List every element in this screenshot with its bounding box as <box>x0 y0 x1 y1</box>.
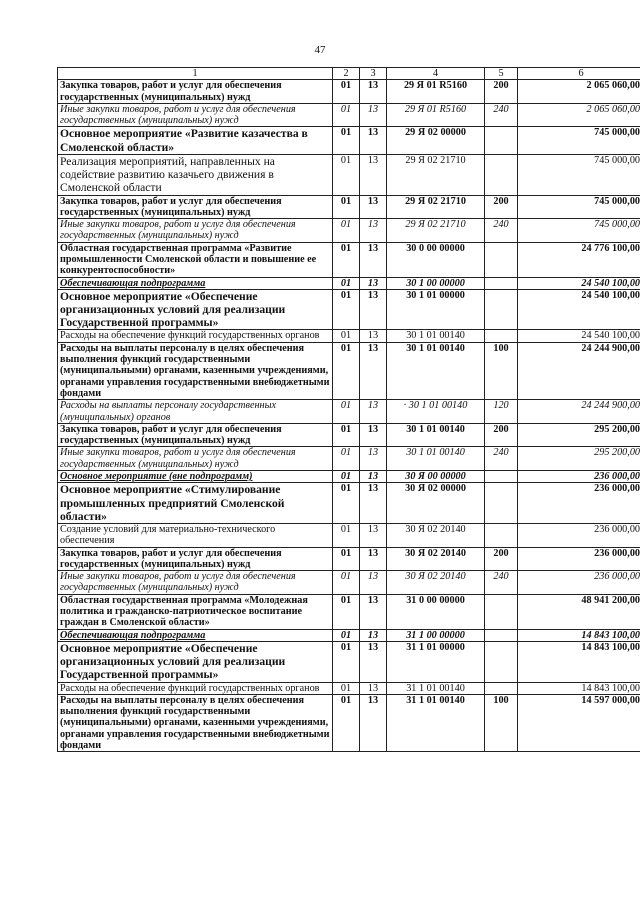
cell-c6: 14 843 100,00 <box>518 629 640 641</box>
cell-c5 <box>485 154 518 195</box>
cell-name: Иные закупки товаров, работ и услуг для обеспечения государственных (муниципальных) нужд <box>58 447 333 471</box>
table-row <box>58 80 640 104</box>
cell-name: Иные закупки товаров, работ и услуг для обеспечения государственных (муниципальных) нужд <box>58 219 333 243</box>
cell-c5: 200 <box>485 423 518 447</box>
cell-c2: 01 <box>333 154 360 195</box>
cell-c4: 31 1 01 00140 <box>387 682 485 694</box>
cell-name: Расходы на выплаты персоналу в целях обеспечения выполнения функций государственными (муниципальными) органами, казенными учреждениями, органами управления государственными внебюджетными фондами <box>58 342 333 399</box>
cell-c2: 01 <box>333 219 360 243</box>
cell-c5 <box>485 277 518 289</box>
cell-c3: 13 <box>360 219 387 243</box>
cell-name: Основное мероприятие «Развитие казачества в Смоленской области» <box>58 127 333 154</box>
cell-c3: 13 <box>360 154 387 195</box>
table-row <box>58 594 640 629</box>
cell-c4: 30 Я 02 20140 <box>387 571 485 595</box>
cell-c2: 01 <box>333 523 360 547</box>
cell-name: Областная государственная программа «Развитие промышленности Смоленской области и повышение ее конкурентоспособности» <box>58 242 333 277</box>
header-row <box>58 68 640 80</box>
cell-c5 <box>485 127 518 154</box>
cell-c4: 30 1 01 00140 <box>387 447 485 471</box>
cell-name: Создание условий для материально-технического обеспечения <box>58 523 333 547</box>
cell-c4: · 30 1 01 00140 <box>387 400 485 424</box>
cell-c3: 13 <box>360 400 387 424</box>
cell-c6: 24 540 100,00 <box>518 277 640 289</box>
table-row <box>58 277 640 289</box>
cell-c6: 2 065 060,00 <box>518 80 640 104</box>
cell-c2: 01 <box>333 103 360 127</box>
cell-c6: 745 000,00 <box>518 195 640 219</box>
cell-c5: 100 <box>485 694 518 751</box>
cell-c5 <box>485 523 518 547</box>
header-cell: 6 <box>518 68 640 80</box>
table-row <box>58 103 640 127</box>
cell-name: Расходы на обеспечение функций государственных органов <box>58 330 333 342</box>
cell-c5: 100 <box>485 342 518 399</box>
cell-c3: 13 <box>360 330 387 342</box>
header-cell: 4 <box>387 68 485 80</box>
cell-name: Основное мероприятие (вне подпрограмм) <box>58 471 333 483</box>
cell-name: Закупка товаров, работ и услуг для обеспечения государственных (муниципальных) нужд <box>58 547 333 571</box>
cell-c6: 2 065 060,00 <box>518 103 640 127</box>
cell-c2: 01 <box>333 547 360 571</box>
header-cell: 1 <box>58 68 333 80</box>
cell-c3: 13 <box>360 423 387 447</box>
table-body <box>58 80 640 752</box>
cell-c5 <box>485 330 518 342</box>
table-row <box>58 547 640 571</box>
cell-name: Основное мероприятие «Обеспечение организационных условий для реализации Государственной программы» <box>58 641 333 682</box>
cell-c3: 13 <box>360 277 387 289</box>
table-row <box>58 242 640 277</box>
budget-table <box>57 67 640 752</box>
cell-c2: 01 <box>333 483 360 524</box>
cell-name: Основное мероприятие «Стимулирование промышленных предприятий Смоленской области» <box>58 483 333 524</box>
cell-c4: 31 0 00 00000 <box>387 594 485 629</box>
table-row <box>58 471 640 483</box>
cell-c3: 13 <box>360 594 387 629</box>
cell-c5: 200 <box>485 195 518 219</box>
cell-c5: 200 <box>485 547 518 571</box>
cell-c3: 13 <box>360 629 387 641</box>
cell-c2: 01 <box>333 330 360 342</box>
cell-c6: 14 843 100,00 <box>518 641 640 682</box>
cell-c5 <box>485 483 518 524</box>
cell-name: Закупка товаров, работ и услуг для обеспечения государственных (муниципальных) нужд <box>58 80 333 104</box>
header-cell: 5 <box>485 68 518 80</box>
cell-c2: 01 <box>333 694 360 751</box>
cell-c5 <box>485 594 518 629</box>
cell-c3: 13 <box>360 641 387 682</box>
cell-c2: 01 <box>333 641 360 682</box>
header-cell: 2 <box>333 68 360 80</box>
cell-c5 <box>485 289 518 330</box>
cell-c6: 745 000,00 <box>518 154 640 195</box>
cell-c3: 13 <box>360 289 387 330</box>
cell-c3: 13 <box>360 127 387 154</box>
cell-c5 <box>485 471 518 483</box>
cell-c4: 31 1 01 00140 <box>387 694 485 751</box>
cell-c2: 01 <box>333 682 360 694</box>
cell-name: Расходы на выплаты персоналу в целях обеспечения выполнения функций государственными (муниципальными) органами, казенными учреждениями, органами управления государственными внебюджетными фондами <box>58 694 333 751</box>
cell-c6: 48 941 200,00 <box>518 594 640 629</box>
table-row <box>58 571 640 595</box>
cell-name: Обеспечивающая подпрограмма <box>58 629 333 641</box>
cell-c2: 01 <box>333 471 360 483</box>
table-row <box>58 423 640 447</box>
table-row <box>58 330 640 342</box>
header-cell: 3 <box>360 68 387 80</box>
cell-c3: 13 <box>360 694 387 751</box>
cell-name: Расходы на обеспечение функций государственных органов <box>58 682 333 694</box>
cell-c6: 236 000,00 <box>518 483 640 524</box>
cell-c2: 01 <box>333 447 360 471</box>
cell-c4: 30 1 01 00140 <box>387 342 485 399</box>
table-row <box>58 447 640 471</box>
cell-c5 <box>485 629 518 641</box>
cell-c6: 24 776 100,00 <box>518 242 640 277</box>
cell-c2: 01 <box>333 277 360 289</box>
cell-c6: 745 000,00 <box>518 127 640 154</box>
cell-name: Расходы на выплаты персоналу государственных (муниципальных) органов <box>58 400 333 424</box>
table-row <box>58 483 640 524</box>
cell-c3: 13 <box>360 195 387 219</box>
cell-c2: 01 <box>333 195 360 219</box>
cell-c6: 14 843 100,00 <box>518 682 640 694</box>
cell-c2: 01 <box>333 242 360 277</box>
cell-c4: 30 1 00 00000 <box>387 277 485 289</box>
cell-c6: 236 000,00 <box>518 547 640 571</box>
cell-c5: 240 <box>485 447 518 471</box>
table-row <box>58 219 640 243</box>
table-row <box>58 195 640 219</box>
cell-c4: 30 Я 02 00000 <box>387 483 485 524</box>
cell-c2: 01 <box>333 342 360 399</box>
cell-c2: 01 <box>333 594 360 629</box>
cell-c4: 30 1 01 00140 <box>387 423 485 447</box>
cell-c4: 30 0 00 00000 <box>387 242 485 277</box>
cell-c5: 240 <box>485 219 518 243</box>
cell-c4: 30 Я 02 20140 <box>387 547 485 571</box>
table-row <box>58 694 640 751</box>
table-row <box>58 400 640 424</box>
cell-c6: 14 597 000,00 <box>518 694 640 751</box>
cell-c6: 236 000,00 <box>518 471 640 483</box>
cell-c4: 30 1 01 00140 <box>387 330 485 342</box>
cell-c3: 13 <box>360 342 387 399</box>
cell-c6: 745 000,00 <box>518 219 640 243</box>
cell-c4: 29 Я 02 21710 <box>387 154 485 195</box>
cell-c4: 29 Я 02 00000 <box>387 127 485 154</box>
cell-name: Основное мероприятие «Обеспечение организационных условий для реализации Государственной программы» <box>58 289 333 330</box>
table-row <box>58 342 640 399</box>
table-row <box>58 154 640 195</box>
cell-c6: 236 000,00 <box>518 523 640 547</box>
cell-c5: 240 <box>485 103 518 127</box>
cell-c3: 13 <box>360 547 387 571</box>
cell-c3: 13 <box>360 571 387 595</box>
cell-name: Закупка товаров, работ и услуг для обеспечения государственных (муниципальных) нужд <box>58 195 333 219</box>
cell-c2: 01 <box>333 289 360 330</box>
cell-c2: 01 <box>333 80 360 104</box>
cell-c4: 29 Я 01 R5160 <box>387 103 485 127</box>
cell-c3: 13 <box>360 242 387 277</box>
cell-c6: 24 540 100,00 <box>518 330 640 342</box>
cell-name: Закупка товаров, работ и услуг для обеспечения государственных (муниципальных) нужд <box>58 423 333 447</box>
table-row <box>58 641 640 682</box>
cell-c3: 13 <box>360 682 387 694</box>
cell-c6: 295 200,00 <box>518 447 640 471</box>
cell-c2: 01 <box>333 400 360 424</box>
cell-c3: 13 <box>360 447 387 471</box>
cell-name: Обеспечивающая подпрограмма <box>58 277 333 289</box>
cell-name: Реализация мероприятий, направленных на содействие развитию казачьего движения в Смоленской области <box>58 154 333 195</box>
cell-c4: 29 Я 02 21710 <box>387 195 485 219</box>
cell-c5: 200 <box>485 80 518 104</box>
table-row <box>58 682 640 694</box>
cell-c3: 13 <box>360 483 387 524</box>
cell-name: Иные закупки товаров, работ и услуг для обеспечения государственных (муниципальных) нужд <box>58 103 333 127</box>
cell-c3: 13 <box>360 523 387 547</box>
cell-c4: 30 Я 00 00000 <box>387 471 485 483</box>
cell-c5 <box>485 641 518 682</box>
cell-c5 <box>485 682 518 694</box>
cell-name: Областная государственная программа «Молодежная политика и гражданско-патриотическое воспитание граждан в Смоленской области» <box>58 594 333 629</box>
cell-c2: 01 <box>333 423 360 447</box>
cell-c6: 24 244 900,00 <box>518 400 640 424</box>
table-row <box>58 127 640 154</box>
table-row <box>58 523 640 547</box>
cell-c4: 31 1 01 00000 <box>387 641 485 682</box>
table-row <box>58 289 640 330</box>
cell-c5: 120 <box>485 400 518 424</box>
cell-c6: 24 540 100,00 <box>518 289 640 330</box>
cell-c4: 30 Я 02 20140 <box>387 523 485 547</box>
cell-c4: 31 1 00 00000 <box>387 629 485 641</box>
cell-c6: 236 000,00 <box>518 571 640 595</box>
cell-c6: 24 244 900,00 <box>518 342 640 399</box>
cell-c5: 240 <box>485 571 518 595</box>
cell-c3: 13 <box>360 80 387 104</box>
cell-c3: 13 <box>360 103 387 127</box>
cell-c4: 29 Я 02 21710 <box>387 219 485 243</box>
cell-c2: 01 <box>333 629 360 641</box>
cell-c4: 29 Я 01 R5160 <box>387 80 485 104</box>
cell-c4: 30 1 01 00000 <box>387 289 485 330</box>
cell-c6: 295 200,00 <box>518 423 640 447</box>
cell-c3: 13 <box>360 471 387 483</box>
cell-c2: 01 <box>333 571 360 595</box>
cell-name: Иные закупки товаров, работ и услуг для обеспечения государственных (муниципальных) нужд <box>58 571 333 595</box>
cell-c5 <box>485 242 518 277</box>
table-row <box>58 629 640 641</box>
page-number: 47 <box>314 44 326 56</box>
cell-c2: 01 <box>333 127 360 154</box>
